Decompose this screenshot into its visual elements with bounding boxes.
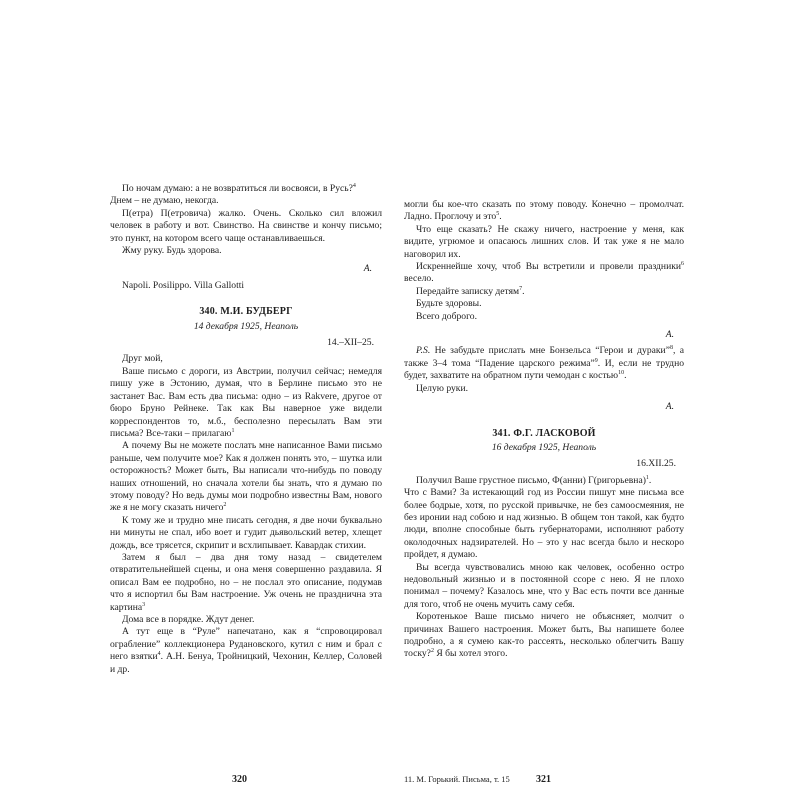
text: Получил Ваше грустное письмо, Ф(анни) Г(ригорьевна)	[416, 474, 646, 486]
text: могли бы кое-что сказать по этому поводу. Конечно – промолчат. Ладно. Проглочу и это	[404, 199, 684, 223]
signature: А.	[363, 263, 372, 275]
text: . И, если не трудно будет, захватите на обратном пути чемодан с костью	[404, 357, 684, 382]
page-number-right: 321	[536, 774, 551, 785]
text: весело.	[404, 273, 434, 285]
paragraph	[404, 261, 684, 286]
letter-date-place: 16 декабря 1925, Неаполь	[491, 441, 597, 453]
signature-mark: 11. М. Горький. Письма, т. 15	[404, 774, 510, 784]
paragraph	[110, 626, 382, 676]
footnote-mark: 4	[352, 182, 356, 189]
text: По ночам думаю: а не возвратиться ли восвояси, в Русь?	[122, 183, 353, 194]
text: Не забудьте прислать мне Бонзельса “Герои и дураки”	[430, 345, 670, 357]
letter-heading: 340. М.И. БУДБЕРГ	[199, 306, 293, 318]
footnote-mark: 7	[519, 285, 523, 292]
paragraph: К тому же и трудно мне писать сегодня, я две ночи буквально ни минуты не спал, ибо воет и гудит дьявольский ветер, хлещет дождь, все трясется, скрипит и всхлипывает. Кавардак стихии.	[110, 514, 382, 551]
text: Я бы хотел этого.	[433, 648, 508, 660]
paragraph: Будьте здоровы.	[416, 298, 482, 310]
paragraph	[110, 366, 382, 440]
text: Ваше письмо с дороги, из Австрии, получил сейчас; немедля пишу уже в Эстонию, думая, что в Берлине письмо это не застанет Вас. Вам есть два письма: одно – из Rakvere, другое от бюро Бруно Рейнеке. Так как Вы наверное уже видели корреспондентов то, м.б., бесполезно пересылать Вам эти письма? Все-таки – прилагаю	[110, 365, 382, 439]
paragraph	[404, 611, 684, 661]
text: , а также 3–4 тома “Падение царского режима”	[404, 345, 684, 369]
letter-date-place: 14 декабря 1925, Неаполь	[193, 320, 299, 332]
footnote-mark: 2	[223, 502, 227, 509]
text: . А.Н. Бенуа, Тройницкий, Чехонин, Келлер, Соловей и др.	[110, 651, 382, 675]
left-page	[110, 183, 382, 676]
paragraph: Всего доброго.	[416, 310, 477, 322]
text: Затем я был – два дня тому назад – свидетелем отвратительнейшей сцены, и она меня совершенно раздавила. Я описал Вам ее подробно, но – не послал это описание, подумав что я испортил бы Вам настроение. Уж очень не празднична эта картина	[110, 551, 382, 613]
footnote-mark: 1	[645, 474, 649, 481]
footnote-mark: 4	[157, 651, 161, 658]
paragraph: Вы всегда чувствовались мною как человек, особенно остро недовольный жизнью и в постоянной ссоре с нею. Я не плохо понимал – почему? Казалось мне, что у Вас есть почти все данные для того, чтоб не очень мучить саму себя.	[404, 561, 684, 610]
page-number-left: 320	[232, 774, 247, 785]
footnote-mark: 10	[618, 370, 625, 377]
footnote-mark: 8	[669, 345, 673, 352]
letter-heading: 341. Ф.Г. ЛАСКОВОЙ	[492, 427, 596, 439]
footnote-mark: 3	[142, 601, 146, 608]
letter-date: 16.XII.25.	[636, 458, 676, 470]
signature: А.	[665, 329, 674, 341]
footnote-mark: 9	[594, 357, 598, 364]
text: А почему Вы не можете послать мне написанное Вами письмо раньше, чем получите мое? Как я должен понять это, – шутка или осторожность? Может быть, Вы написали что-нибудь по поводу наших отношений, но сначала хотели бы знать, что я думаю по этому поводу? Но ведь думы мои подробно известны Вам, нового же я не могу сказать ничего	[110, 440, 382, 514]
paragraph: Днем – не думаю, некогда.	[110, 195, 219, 207]
paragraph: Что с Вами? За истекающий год из России пишут мне письма все более бодрые, хотя, по русской привычке, не без самоосмеяния, не без иронии над собою и над жизнью. В общем тон такой, как будто люди, вполне способные быть губернаторами, исполняют работу околодочных надзирателей. Но – это у нас всегда было и нескоро пройдет, я думаю.	[404, 487, 684, 561]
paragraph	[110, 183, 382, 195]
paragraph: Получил Ваше грустное письмо, Ф(анни) Г(ригорьевна)$^1$.	[416, 474, 652, 486]
text: А тут еще в “Руле” напечатано, как я “спровоцировал ограбление” коллекционера Рудановского, кутил с ним и брал с него взятки	[110, 626, 382, 663]
paragraph: Что еще сказать? Не скажу ничего, настроение у меня, как видите, угрюмое и опасаюсь лишних слов. И так уже я не мало наговорил их.	[404, 223, 684, 260]
paragraph: Передайте записку детям$^7$.	[416, 285, 525, 297]
paragraph: Дома все в порядке. Ждут денег.	[122, 614, 255, 625]
footnote-mark: 2	[430, 648, 434, 655]
postscript: P.S. Не забудьте прислать мне Бонзельса “Герои и дураки”$^8$, а также 3–4 тома “Падение царского режима”$^9$. И, если не трудно будет, захватите на обратном пути чемодан с костью$^{10}$.	[404, 345, 684, 382]
paragraph: могли бы кое-что сказать по этому поводу. Конечно – промолчат. Ладно. Проглочу и это$^5$.	[404, 199, 684, 223]
paragraph	[110, 552, 382, 614]
paragraph	[110, 440, 382, 514]
paragraph: Целую руки.	[416, 382, 468, 394]
address-line: Napoli. Posilippo. Villa Gallotti	[122, 279, 245, 291]
text: Искреннейше хочу, чтоб Вы встретили и провели праздники	[416, 261, 681, 273]
signature: А.	[665, 401, 674, 413]
right-page	[404, 199, 684, 661]
postscript-label: P.S.	[416, 345, 431, 357]
paragraph: Жму руку. Будь здорова.	[122, 245, 222, 257]
greeting: Друг мой,	[122, 353, 163, 365]
text: Передайте записку детям	[416, 285, 520, 297]
footnote-mark: 6	[681, 260, 684, 267]
letter-date: 14.–XII–25.	[327, 337, 374, 349]
footnote-mark: 5	[496, 211, 500, 218]
footnote-mark: 1	[231, 427, 235, 434]
text: Коротенькое Ваше письмо ничего не объясняет, молчит о причинах Вашего настроения. Может быть, Вы напишете более подробно, а я сумею как-то рассеять, несколько облегчить Вашу тоску?	[404, 611, 684, 660]
paragraph: П(етра) П(етровича) жалко. Очень. Сколько сил вложил человек в работу и вот. Свинство. На свинстве и кончу письмо; это пункт, на котором всего чаще останавливаешься.	[110, 207, 382, 244]
